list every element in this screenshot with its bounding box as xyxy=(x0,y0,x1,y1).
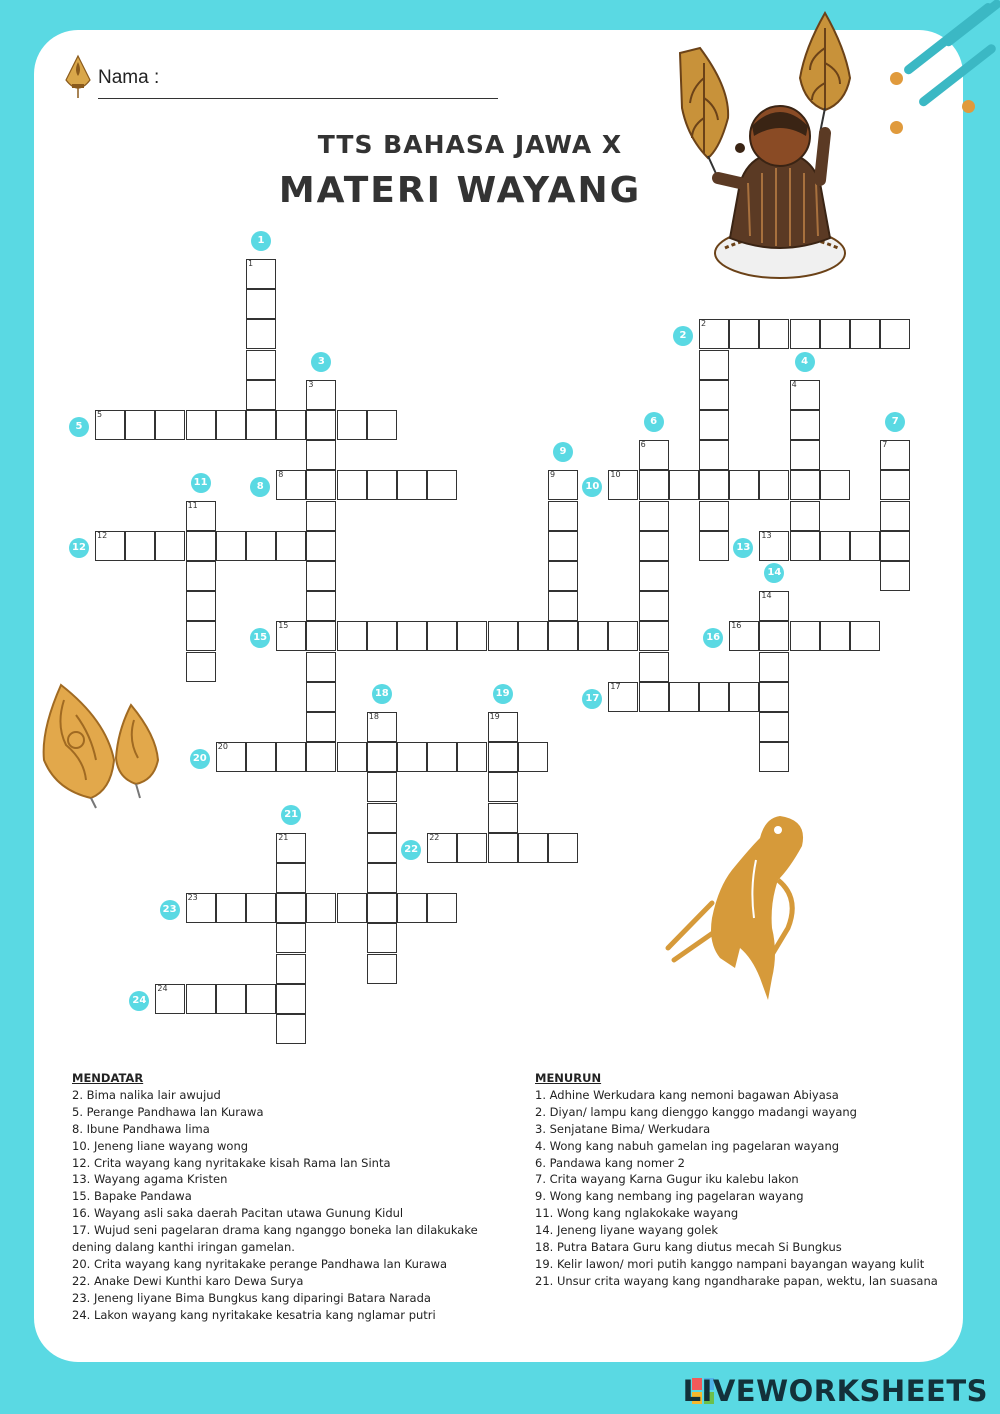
crossword-cell[interactable] xyxy=(759,531,789,561)
crossword-cell[interactable] xyxy=(880,501,910,531)
cell-number: 6 xyxy=(640,440,646,450)
cell-number: 19 xyxy=(489,712,500,721)
clue-item: 11. Wong kang nglakokake wayang xyxy=(535,1206,739,1221)
cell-number: 5 xyxy=(97,410,103,419)
crossword-cell[interactable] xyxy=(306,682,336,712)
crossword-cell[interactable] xyxy=(246,289,276,319)
crossword-cell[interactable] xyxy=(367,833,397,863)
crossword-cell[interactable] xyxy=(639,621,669,651)
cell-number: 12 xyxy=(97,530,108,540)
clue-item: 2. Bima nalika lair awujud xyxy=(72,1087,221,1102)
clue-item: 5. Perange Pandhawa lan Kurawa xyxy=(72,1104,264,1119)
crossword-cell[interactable] xyxy=(367,410,397,440)
crossword-cell[interactable] xyxy=(246,350,276,380)
crossword-cell[interactable] xyxy=(216,531,246,561)
crossword-cell[interactable] xyxy=(759,682,789,712)
crossword-cell[interactable] xyxy=(457,621,487,651)
crossword-cell[interactable] xyxy=(427,742,457,772)
crossword-cell[interactable] xyxy=(155,410,185,440)
crossword-cell[interactable] xyxy=(216,984,246,1014)
crossword-cell[interactable] xyxy=(790,319,820,349)
crossword-cell[interactable] xyxy=(367,803,397,833)
wayang-figure-illustration xyxy=(660,808,810,1003)
cell-number: 7 xyxy=(882,440,888,450)
crossword-cell[interactable] xyxy=(669,682,699,712)
clue-item: 15. Bapake Pandawa xyxy=(72,1189,192,1204)
crossword-cell[interactable] xyxy=(367,923,397,953)
crossword-cell[interactable] xyxy=(518,742,548,772)
crossword-cell[interactable] xyxy=(608,682,638,712)
crossword-cell[interactable] xyxy=(729,682,759,712)
crossword-cell[interactable] xyxy=(427,893,457,923)
clue-item: 9. Wong kang nembang ing pagelaran wayang xyxy=(535,1189,804,1204)
crossword-cell[interactable] xyxy=(820,470,850,500)
crossword-cell[interactable] xyxy=(850,319,880,349)
clue-number-badge: 21 xyxy=(281,805,301,825)
across-clues xyxy=(72,1070,512,1324)
crossword-cell[interactable] xyxy=(729,621,759,651)
cell-number: 8 xyxy=(278,470,284,480)
crossword-cell[interactable] xyxy=(306,712,336,742)
clue-item: 6. Pandawa kang nomer 2 xyxy=(535,1155,685,1170)
crossword-cell[interactable] xyxy=(488,772,518,802)
crossword-cell[interactable] xyxy=(337,742,367,772)
crossword-cell[interactable] xyxy=(548,621,578,651)
clue-item: 22. Anake Dewi Kunthi karo Dewa Surya xyxy=(72,1273,304,1288)
crossword-cell[interactable] xyxy=(457,742,487,772)
crossword-cell[interactable] xyxy=(669,470,699,500)
cell-number: 18 xyxy=(368,712,379,721)
crossword-cell[interactable] xyxy=(306,591,336,621)
crossword-cell[interactable] xyxy=(548,501,578,531)
crossword-cell[interactable] xyxy=(729,470,759,500)
clue-number-badge: 4 xyxy=(795,352,815,372)
crossword-cell[interactable] xyxy=(337,410,367,440)
crossword-cell[interactable] xyxy=(488,833,518,863)
crossword-cell[interactable] xyxy=(639,501,669,531)
cell-number: 4 xyxy=(791,379,797,389)
crossword-cell[interactable] xyxy=(699,380,729,410)
crossword-cell[interactable] xyxy=(367,470,397,500)
clue-item: 16. Wayang asli saka daerah Pacitan utawa Gunung Kidul xyxy=(72,1206,404,1221)
clue-item: 17. Wujud seni pagelaran drama kang nganggo boneka lan dilakukake dening dalang kanthi iringan gamelan. xyxy=(72,1223,478,1255)
crossword-cell[interactable] xyxy=(397,470,427,500)
crossword-cell[interactable] xyxy=(276,1014,306,1044)
crossword-cell[interactable] xyxy=(699,410,729,440)
clue-number-badge: 11 xyxy=(191,473,211,493)
clue-item: 19. Kelir lawon/ mori putih kanggo nampani bayangan wayang kulit xyxy=(535,1256,925,1271)
crossword-cell[interactable] xyxy=(276,410,306,440)
clue-number-badge: 1 xyxy=(251,231,271,251)
cell-number: 3 xyxy=(308,379,314,389)
clue-number-badge: 22 xyxy=(401,840,421,860)
crossword-cell[interactable] xyxy=(699,440,729,470)
crossword-cell[interactable] xyxy=(518,621,548,651)
crossword-cell[interactable] xyxy=(759,712,789,742)
crossword-cell[interactable] xyxy=(337,893,367,923)
crossword-cell[interactable] xyxy=(246,984,276,1014)
crossword-cell[interactable] xyxy=(186,410,216,440)
clue-number-badge: 5 xyxy=(69,417,89,437)
clue-number-badge: 8 xyxy=(250,477,270,497)
cell-number: 15 xyxy=(278,621,289,631)
crossword-cell[interactable] xyxy=(306,561,336,591)
clue-item: 18. Putra Batara Guru kang diutus mecah Si Bungkus xyxy=(535,1240,842,1255)
crossword-cell[interactable] xyxy=(639,440,669,470)
cell-number: 23 xyxy=(187,893,198,903)
crossword-cell[interactable] xyxy=(790,531,820,561)
crossword-cell[interactable] xyxy=(367,954,397,984)
cell-number: 24 xyxy=(157,983,168,993)
crossword-cell[interactable] xyxy=(186,984,216,1014)
crossword-cell[interactable] xyxy=(276,984,306,1014)
crossword-cell[interactable] xyxy=(790,501,820,531)
crossword-cell[interactable] xyxy=(790,380,820,410)
crossword-cell[interactable] xyxy=(880,531,910,561)
clue-number-badge: 24 xyxy=(129,991,149,1011)
crossword-cell[interactable] xyxy=(367,772,397,802)
crossword-cell[interactable] xyxy=(397,742,427,772)
crossword-cell[interactable] xyxy=(276,923,306,953)
crossword-cell[interactable] xyxy=(457,833,487,863)
crossword-cell[interactable] xyxy=(306,531,336,561)
clue-number-badge: 18 xyxy=(372,684,392,704)
clue-item: 7. Crita wayang Karna Gugur iku kalebu lakon xyxy=(535,1172,799,1187)
crossword-cell[interactable] xyxy=(216,893,246,923)
clue-number-badge: 16 xyxy=(703,628,723,648)
crossword-cell[interactable] xyxy=(639,682,669,712)
crossword-cell[interactable] xyxy=(608,470,638,500)
crossword-cell[interactable] xyxy=(790,410,820,440)
crossword-cell[interactable] xyxy=(880,561,910,591)
crossword-cell[interactable] xyxy=(488,742,518,772)
crossword-cell[interactable] xyxy=(186,561,216,591)
crossword-cell[interactable] xyxy=(306,621,336,651)
crossword-cell[interactable] xyxy=(639,591,669,621)
cell-number: 10 xyxy=(610,470,621,480)
cell-number: 20 xyxy=(217,742,228,752)
crossword-cell[interactable] xyxy=(186,501,216,531)
crossword-cell[interactable] xyxy=(367,621,397,651)
crossword-cell[interactable] xyxy=(276,742,306,772)
clue-number-badge: 15 xyxy=(250,628,270,648)
crossword-cell[interactable] xyxy=(186,591,216,621)
crossword-cell[interactable] xyxy=(488,712,518,742)
crossword-cell[interactable] xyxy=(880,319,910,349)
crossword-cell[interactable] xyxy=(548,833,578,863)
crossword-cell[interactable] xyxy=(186,893,216,923)
gunungan-illustration xyxy=(36,680,166,810)
crossword-cell[interactable] xyxy=(759,621,789,651)
clue-number-badge: 23 xyxy=(160,900,180,920)
crossword-cell[interactable] xyxy=(548,531,578,561)
clue-number-badge: 14 xyxy=(764,563,784,583)
crossword-cell[interactable] xyxy=(216,742,246,772)
clue-number-badge: 7 xyxy=(885,412,905,432)
crossword-cell[interactable] xyxy=(276,863,306,893)
cell-number: 1 xyxy=(248,259,254,268)
crossword-cell[interactable] xyxy=(427,833,457,863)
crossword-cell[interactable] xyxy=(639,561,669,591)
crossword-cell[interactable] xyxy=(306,742,336,772)
clue-number-badge: 6 xyxy=(644,412,664,432)
crossword-cell[interactable] xyxy=(850,621,880,651)
worksheet-subtitle: TTS BAHASA JAWA X xyxy=(317,130,623,159)
clue-item: 21. Unsur crita wayang kang ngandharake papan, wektu, lan suasana xyxy=(535,1273,938,1288)
crossword-cell[interactable] xyxy=(125,410,155,440)
crossword-cell[interactable] xyxy=(95,531,125,561)
crossword-cell[interactable] xyxy=(699,501,729,531)
crossword-cell[interactable] xyxy=(699,319,729,349)
cell-number: 16 xyxy=(731,621,742,631)
clue-item: 24. Lakon wayang kang nyritakake kesatria kang nglamar putri xyxy=(72,1307,436,1322)
crossword-cell[interactable] xyxy=(306,652,336,682)
crossword-cell[interactable] xyxy=(880,440,910,470)
crossword-cell[interactable] xyxy=(820,621,850,651)
clue-item: 8. Ibune Pandhawa lima xyxy=(72,1121,210,1136)
crossword-cell[interactable] xyxy=(337,621,367,651)
crossword-cell[interactable] xyxy=(367,742,397,772)
crossword-cell[interactable] xyxy=(155,984,185,1014)
clue-number-badge: 13 xyxy=(733,538,753,558)
crossword-cell[interactable] xyxy=(155,531,185,561)
crossword-cell[interactable] xyxy=(548,591,578,621)
crossword-cell[interactable] xyxy=(246,410,276,440)
cell-number: 9 xyxy=(550,470,556,480)
clue-number-badge: 20 xyxy=(190,749,210,769)
crossword-cell[interactable] xyxy=(699,531,729,561)
crossword-cell[interactable] xyxy=(880,470,910,500)
crossword-cell[interactable] xyxy=(306,470,336,500)
name-label: Nama : xyxy=(98,67,160,88)
crossword-cell[interactable] xyxy=(246,742,276,772)
clue-number-badge: 12 xyxy=(69,538,89,558)
clue-number-badge: 3 xyxy=(311,352,331,372)
crossword-cell[interactable] xyxy=(699,470,729,500)
crossword-cell[interactable] xyxy=(246,319,276,349)
crossword-cell[interactable] xyxy=(608,621,638,651)
cell-number: 22 xyxy=(429,832,440,842)
crossword-cell[interactable] xyxy=(276,470,306,500)
clue-item: 13. Wayang agama Kristen xyxy=(72,1172,228,1187)
crossword-cell[interactable] xyxy=(548,470,578,500)
clue-number-badge: 19 xyxy=(493,684,513,704)
crossword-cell[interactable] xyxy=(790,621,820,651)
crossword-cell[interactable] xyxy=(488,803,518,833)
crossword-cell[interactable] xyxy=(125,531,155,561)
crossword-cell[interactable] xyxy=(367,863,397,893)
crossword-cell[interactable] xyxy=(276,621,306,651)
clue-item: 3. Senjatane Bima/ Werkudara xyxy=(535,1121,711,1136)
clue-number-badge: 17 xyxy=(582,689,602,709)
crossword-cell[interactable] xyxy=(276,833,306,863)
down-clues xyxy=(535,1070,955,1290)
clue-item: 1. Adhine Werkudara kang nemoni bagawan Abiyasa xyxy=(535,1087,839,1102)
crossword-cell[interactable] xyxy=(306,380,336,410)
crossword-cell[interactable] xyxy=(759,652,789,682)
crossword-cell[interactable] xyxy=(186,652,216,682)
crossword-cell[interactable] xyxy=(518,833,548,863)
crossword-cell[interactable] xyxy=(639,652,669,682)
cell-number: 17 xyxy=(610,681,621,691)
crossword-cell[interactable] xyxy=(699,350,729,380)
cell-number: 21 xyxy=(278,832,289,842)
crossword-cell[interactable] xyxy=(729,319,759,349)
crossword-cell[interactable] xyxy=(488,621,518,651)
crossword-cell[interactable] xyxy=(246,531,276,561)
clue-number-badge: 9 xyxy=(553,442,573,462)
clue-item: 10. Jeneng liane wayang wong xyxy=(72,1138,249,1153)
crossword-cell[interactable] xyxy=(276,954,306,984)
crossword-cell[interactable] xyxy=(246,893,276,923)
crossword-cell[interactable] xyxy=(548,561,578,591)
cell-number: 14 xyxy=(761,591,772,601)
clue-number-badge: 2 xyxy=(673,326,693,346)
crossword-cell[interactable] xyxy=(95,410,125,440)
cell-number: 11 xyxy=(187,500,198,510)
clue-item: 20. Crita wayang kang nyritakake perange Pandhawa lan Kurawa xyxy=(72,1256,448,1271)
crossword-cell[interactable] xyxy=(578,621,608,651)
crossword-cell[interactable] xyxy=(790,470,820,500)
cell-number: 13 xyxy=(761,530,772,540)
crossword-cell[interactable] xyxy=(306,410,336,440)
clue-item: 14. Jeneng liyane wayang golek xyxy=(535,1223,719,1238)
crossword-cell[interactable] xyxy=(246,380,276,410)
crossword-cell[interactable] xyxy=(306,440,336,470)
crossword-cell[interactable] xyxy=(186,531,216,561)
crossword-cell[interactable] xyxy=(759,742,789,772)
crossword-cell[interactable] xyxy=(820,319,850,349)
crossword-cell[interactable] xyxy=(850,531,880,561)
brand-name: LIVEWORKSHEETS xyxy=(682,1374,988,1408)
crossword-cell[interactable] xyxy=(216,410,246,440)
crossword-cell[interactable] xyxy=(367,893,397,923)
crossword-cell[interactable] xyxy=(639,531,669,561)
crossword-cell[interactable] xyxy=(759,319,789,349)
clue-item: 4. Wong kang nabuh gamelan ing pagelaran wayang xyxy=(535,1138,840,1153)
crossword-cell[interactable] xyxy=(427,621,457,651)
crossword-cell[interactable] xyxy=(427,470,457,500)
crossword-cell[interactable] xyxy=(790,440,820,470)
crossword-cell[interactable] xyxy=(699,682,729,712)
down-heading: MENURUN xyxy=(535,1071,602,1085)
crossword-cell[interactable] xyxy=(759,591,789,621)
across-heading: MENDATAR xyxy=(72,1071,144,1085)
worksheet-title: MATERI WAYANG xyxy=(278,170,642,211)
crossword-cell[interactable] xyxy=(820,531,850,561)
crossword-cell[interactable] xyxy=(186,621,216,651)
crossword-cell[interactable] xyxy=(397,893,427,923)
crossword-cell[interactable] xyxy=(306,501,336,531)
crossword-cell[interactable] xyxy=(306,893,336,923)
crossword-cell[interactable] xyxy=(639,470,669,500)
clue-number-badge: 10 xyxy=(582,477,602,497)
clue-item: 12. Crita wayang kang nyritakake kisah Rama lan Sinta xyxy=(72,1155,391,1170)
clue-item: 2. Diyan/ lampu kang dienggo kanggo madangi wayang xyxy=(535,1104,857,1119)
cell-number: 2 xyxy=(701,319,707,329)
crossword-cell[interactable] xyxy=(276,893,306,923)
crossword-cell[interactable] xyxy=(337,470,367,500)
crossword-cell[interactable] xyxy=(246,259,276,289)
crossword-cell[interactable] xyxy=(397,621,427,651)
crossword-cell[interactable] xyxy=(759,470,789,500)
clue-item: 23. Jeneng liyane Bima Bungkus kang diparingi Batara Narada xyxy=(72,1290,431,1305)
crossword-cell[interactable] xyxy=(276,531,306,561)
crossword-cell[interactable] xyxy=(367,712,397,742)
